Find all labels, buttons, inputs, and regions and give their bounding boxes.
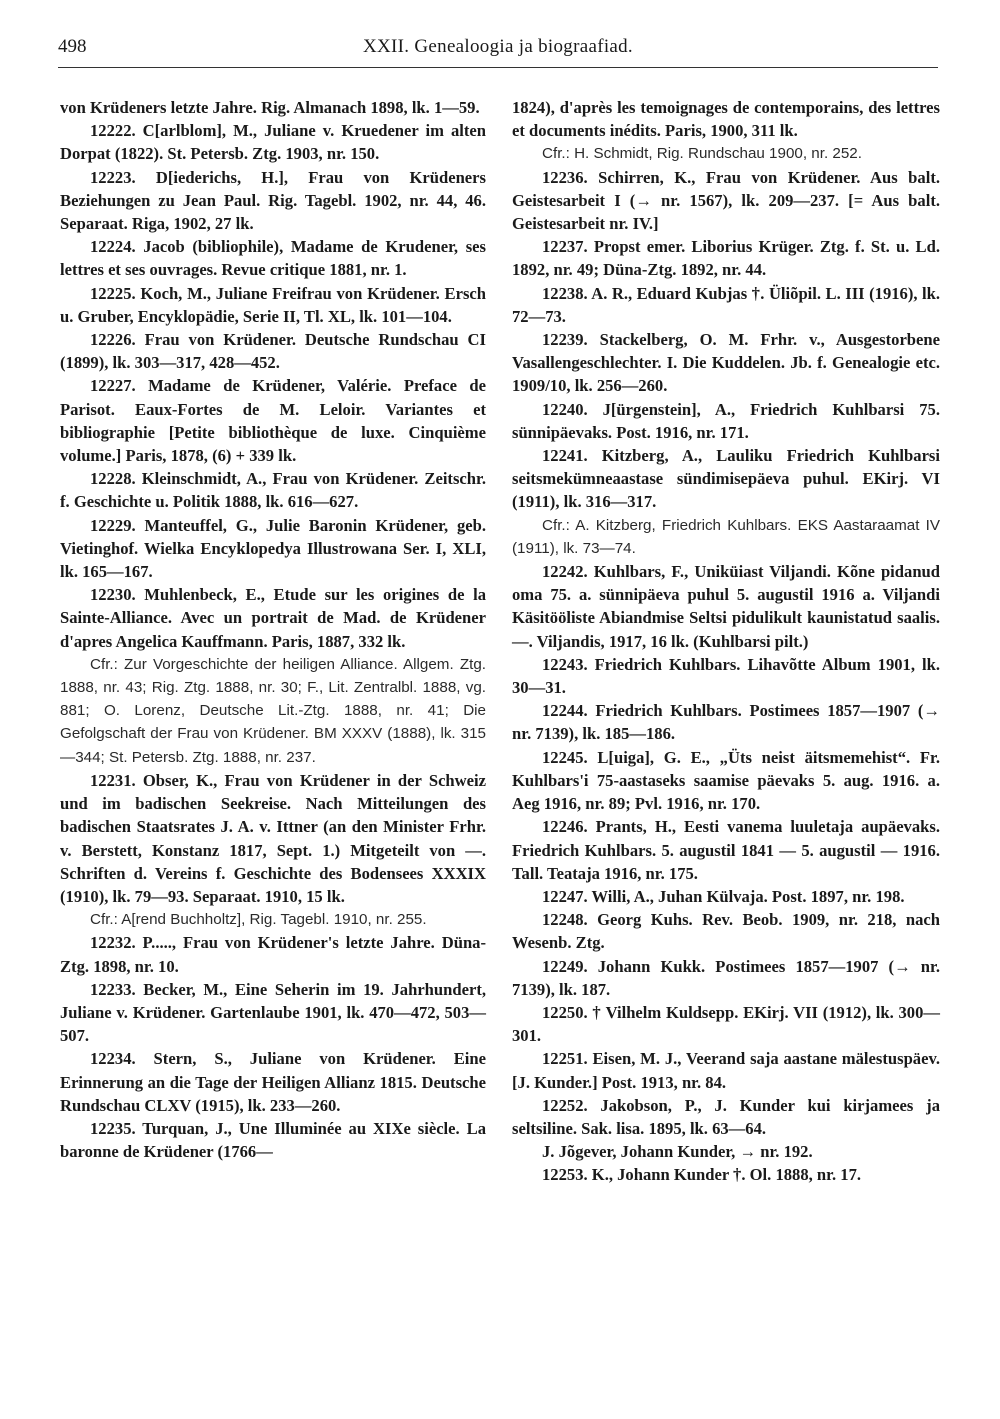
page-number: 498 (58, 36, 87, 57)
bibliography-entry: 12248. Georg Kuhs. Rev. Beob. 1909, nr. 218, nach Wesenb. Ztg. (512, 910, 940, 953)
bibliography-entry: 12247. Willi, A., Juhan Külvaja. Post. 1897, nr. 198. (542, 886, 905, 906)
bibliography-entry: 1824), d'après les temoignages de contemporains, des lettres et documents inédits. Paris, 1900, 311 lk. (512, 98, 940, 141)
bibliography-entry: 12225. Koch, M., Juliane Freifrau von Krüdener. Ersch u. Gruber, Encyklopädie, Serie II, Tl. XL, lk. 101—104. (60, 283, 486, 326)
bibliography-entry: 12235. Turquan, J., Une Illuminée au XIXe siècle. La baronne de Krüdener (1766— (60, 1118, 486, 1162)
bibliography-entry: 12233. Becker, M., Eine Seherin im 19. Jahrhundert, Juliane v. Krüdener. Gartenlaube 1901, lk. 470—472, 503—507. (60, 979, 486, 1046)
bibliography-entry: 12231. Obser, K., Frau von Krüdener in der Schweiz und im badischen Seekreise. Nach Mitteilungen des badischen Staatsrates J. A. v. Ittner (an den Minister Frhr. v. Berstett, Konstanz 1817, Sept. 1.) Mitgeteilt von —. Schriften d. Vereins f. Geschichte des Bodensees XXXIX (1910), lk. 79—93. Separaat. 1910, 15 lk. (60, 770, 486, 906)
bibliography-entry: 12245. L[uiga], G. E., „Üts neist äitsmemehist“. Fr. Kuhlbars'i 75-aastaseks saamise päevaks 5. aug. 1916. a. Aeg 1916, nr. 89; Pvl. 1916, nr. 170. (512, 747, 940, 814)
bibliography-entry: 12246. Prants, H., Eesti vanema luuletaja aupäevaks. Friedrich Kuhlbars. 5. augustil 1841 — 5. augustil — 1916. Tall. Teataja 1916, nr. 175. (512, 817, 940, 883)
bibliography-entry: 12253. K., Johann Kunder †. Ol. 1888, nr. 17. (542, 1165, 862, 1185)
bibliography-entry: 12239. Stackelberg, O. M. Frhr. v., Ausgestorbene Vasallengeschlechter. I. Die Kuddelen. Jb. f. Genealogie etc. 1909/10, lk. 256—260. (512, 330, 940, 396)
bibliography-entry: 12224. Jacob (bibliophile), Madame de Krudener, ses lettres et ses ouvrages. Revue critique 1881, nr. 1. (60, 237, 486, 280)
bibliography-entry: 12251. Eisen, M. J., Veerand saja aastane mälestuspäev. [J. Kunder.] Post. 1913, nr. 84. (512, 1049, 940, 1092)
header-rule (58, 67, 938, 68)
bibliography-entry: 12230. Muhlenbeck, E., Etude sur les origines de la Sainte-Alliance. Avec un portrait de Mad. de Krüdener d'apres Angelica Kauffmann. Paris, 1887, 332 lk. (60, 585, 486, 651)
running-title: XXII. Genealoogia ja biograafiad. (363, 36, 633, 57)
cfr-note: Cfr.: A[rend Buchholtz], Rig. Tagebl. 1910, nr. 255. (90, 911, 427, 929)
bibliography-entry: 12238. A. R., Eduard Kubjas †. Üliõpil. L. III (1916), lk. 72—73. (512, 283, 940, 326)
bibliography-entry: von Krüdeners letzte Jahre. Rig. Almanach 1898, lk. 1—59. (60, 98, 480, 117)
cfr-note: Cfr.: H. Schmidt, Rig. Rundschau 1900, nr. 252. (542, 145, 862, 163)
cfr-note: Cfr.: A. Kitzberg, Friedrich Kuhlbars. EKS Aastaraamat IV (1911), lk. 73—74. (512, 516, 940, 557)
bibliography-entry: 12228. Kleinschmidt, A., Frau von Krüdener. Zeitschr. f. Geschichte u. Politik 1888, lk. 616—627. (60, 469, 486, 512)
bibliography-entry: 12250. † Vilhelm Kuldsepp. EKirj. VII (1912), lk. 300—301. (512, 1002, 940, 1046)
bibliography-entry: 12236. Schirren, K., Frau von Krüdener. Aus balt. Geistesarbeit I (→ nr. 1567), lk. 209—237. [= Aus balt. Geistesarbeit nr. IV.] (512, 167, 940, 234)
bibliography-entry: 12244. Friedrich Kuhlbars. Postimees 1857—1907 (→ nr. 7139), lk. 185—186. (512, 701, 940, 744)
bibliography-entry: 12234. Stern, S., Juliane von Krüdener. Eine Erinnerung an die Tage der Heiligen Allianz 1815. Deutsche Rundschau CLXV (1915), lk. 233—260. (60, 1049, 486, 1115)
bibliography-entry: 12226. Frau von Krüdener. Deutsche Rundschau CI (1899), lk. 303—317, 428—452. (60, 330, 486, 373)
left-column (60, 96, 486, 1163)
bibliography-entry: 12249. Johann Kukk. Postimees 1857—1907 (→ nr. 7139), lk. 187. (512, 956, 940, 999)
page-header (58, 36, 938, 64)
cfr-note: Cfr.: Zur Vorgeschichte der heiligen Alliance. Allgem. Ztg. 1888, nr. 43; Rig. Ztg. 1888, nr. 30; F., Lit. Zentralbl. 1888, vg. 881; O. Lorenz, Deutsche Lit.-Ztg. 1888, nr. 41; Die Gefolgschaft der Frau von Krüdener. BM XXXV (1888), lk. 315—344; St. Petersb. Ztg. 1888, nr. 237. (60, 655, 486, 766)
bibliography-entry: 12240. J[ürgenstein], A., Friedrich Kuhlbarsi 75. sünnipäevaks. Post. 1916, nr. 171. (512, 399, 940, 442)
bibliography-entry: 12242. Kuhlbars, F., Uniküiast Viljandi. Kõne pidanud oma 75. a. sünnipäeva puhul 5. augustil 1916 a. Viljandi Käsitööliste Abiandmise Seltsi pidulikult kaunistatud saalis. —. Viljandis, 1917, 16 lk. (Kuhlbarsi pilt.) (512, 562, 940, 651)
bibliography-entry: 12232. P....., Frau von Krüdener's letzte Jahre. Düna-Ztg. 1898, nr. 10. (60, 933, 486, 976)
bibliography-entry: J. Jõgever, Johann Kunder, → nr. 192. (542, 1142, 813, 1162)
bibliography-entry: 12227. Madame de Krüdener, Valérie. Preface de Parisot. Eaux-Fortes de M. Leloir. Variantes et bibliographie [Petite bibliothèque de luxe. Cinquième volume.] Paris, 1878, (6) + 339 lk. (60, 376, 486, 466)
bibliography-entry: 12223. D[iederichs, H.], Frau von Krüdeners Beziehungen zu Jean Paul. Rig. Tagebl. 1902, nr. 44, 46. Separaat. Riga, 1902, 27 lk. (60, 167, 486, 234)
bibliography-entry: 12243. Friedrich Kuhlbars. Lihavõtte Album 1901, lk. 30—31. (512, 654, 940, 698)
right-column (512, 96, 940, 1187)
bibliography-entry: 12241. Kitzberg, A., Lauliku Friedrich Kuhlbarsi seitsmekümneaastase sündimisepäeva puhul. EKirj. VI (1911), lk. 316—317. (512, 446, 940, 512)
bibliography-entry: 12229. Manteuffel, G., Julie Baronin Krüdener, geb. Vietinghof. Wielka Encyklopedya Illustrowana Ser. I, XLI, lk. 165—167. (60, 515, 486, 582)
bibliography-entry: 12237. Propst emer. Liborius Krüger. Ztg. f. St. u. Ld. 1892, nr. 49; Düna-Ztg. 1892, nr. 44. (512, 237, 940, 280)
bibliography-entry: 12252. Jakobson, P., J. Kunder kui kirjamees ja seltsiline. Sak. lisa. 1895, lk. 63—64. (512, 1095, 940, 1138)
bibliography-entry: 12222. C[arlblom], M., Juliane v. Kruedener im alten Dorpat (1822). St. Petersb. Ztg. 1903, nr. 150. (60, 121, 486, 164)
